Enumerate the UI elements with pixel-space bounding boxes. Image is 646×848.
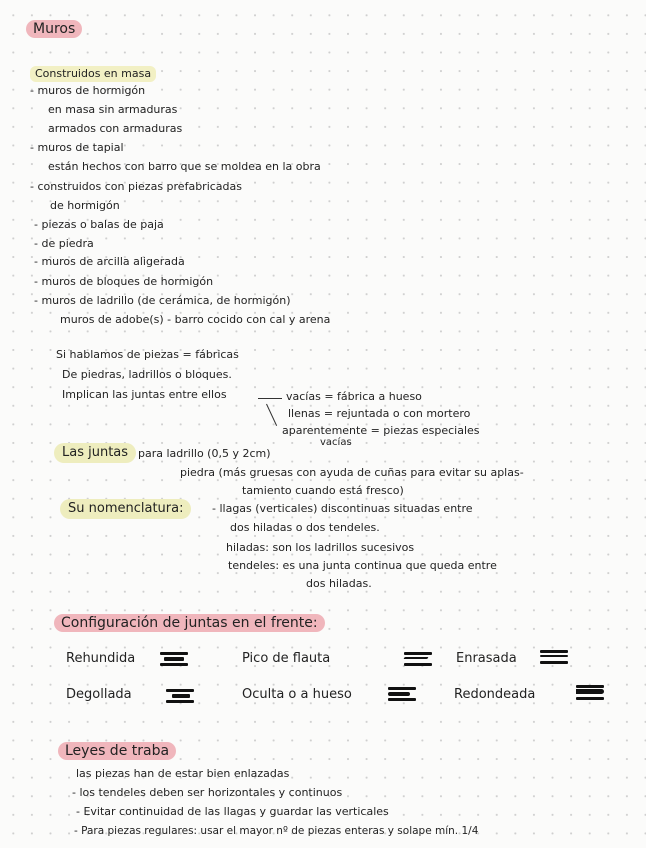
oculta-joint-icon (388, 686, 418, 702)
juntas-ladrillo: para ladrillo (0,5 y 2cm) (138, 447, 271, 460)
list-item: - muros de ladrillo (de cerámica, de hormigón) (34, 294, 291, 307)
section-heading-leyes: Leyes de traba (58, 742, 176, 760)
junta-type-rehundida: Rehundida (66, 651, 136, 666)
branch-llenas: llenas = rejuntada o con mortero (288, 407, 471, 420)
juntas-piedra-cont: tamiento cuando está fresco) (242, 484, 404, 497)
branch-vacias: vacías = fábrica a hueso (286, 390, 422, 403)
piezas-types: De piedras, ladrillos o bloques. (62, 368, 232, 381)
list-item: de hormigón (50, 199, 120, 212)
branch-line (266, 404, 277, 426)
nomenclatura-item: tendeles: es una junta continua que queda entre (228, 559, 497, 572)
nomenclatura-item: - llagas (verticales) discontinuas situadas entre (212, 502, 473, 515)
list-item: en masa sin armaduras (48, 103, 178, 116)
list-item: - piezas o balas de paja (34, 218, 164, 231)
nomenclatura-item: dos hiladas. (306, 577, 372, 590)
junta-type-pico-de-flauta: Pico de flauta (242, 651, 331, 666)
list-item: armados con armaduras (48, 122, 183, 135)
nomenclatura-label: Su nomenclatura: (60, 499, 191, 519)
junta-type-enrasada: Enrasada (456, 651, 517, 666)
pico-de-flauta-joint-icon (404, 651, 434, 667)
list-item: - de piedra (34, 237, 94, 250)
page-title: Muros (26, 20, 82, 38)
juntas-intro: Implican las juntas entre ellos (62, 388, 227, 401)
branch-aparentemente-sub: vacías (320, 437, 352, 448)
juntas-piedra: piedra (más gruesas con ayuda de cuñas para evitar su aplas- (180, 466, 524, 479)
nomenclatura-item: dos hiladas o dos tendeles. (230, 521, 380, 534)
list-item: - muros de hormigón (30, 84, 146, 97)
list-item: muros de adobe(s) - barro cocido con cal y arena (60, 313, 331, 326)
law-item: - Evitar continuidad de las llagas y guardar las verticales (76, 805, 389, 818)
redondeada-joint-icon (576, 684, 606, 700)
law-item: las piezas han de estar bien enlazadas (76, 767, 290, 780)
juntas-label: Las juntas (54, 443, 136, 463)
enrasada-joint-icon (540, 649, 570, 665)
junta-type-oculta: Oculta o a hueso (242, 687, 352, 702)
list-item: - muros de bloques de hormigón (34, 275, 214, 288)
list-item: - muros de arcilla aligerada (34, 255, 185, 268)
nomenclatura-item: hiladas: son los ladrillos sucesivos (226, 541, 415, 554)
list-item: - construidos con piezas prefabricadas (30, 180, 242, 193)
law-item: - los tendeles deben ser horizontales y continuos (72, 786, 343, 799)
branch-line (258, 398, 282, 399)
section-heading-construidos: Construidos en masa (30, 66, 156, 82)
section-heading-configuracion: Configuración de juntas en el frente: (54, 614, 325, 632)
law-item: - Para piezas regulares: usar el mayor nº de piezas enteras y solape mín. 1/4 (74, 825, 479, 837)
branch-aparentemente: aparentemente = piezas especiales (282, 424, 480, 437)
junta-type-degollada: Degollada (66, 687, 132, 702)
list-item: están hechos con barro que se moldea en la obra (48, 160, 321, 173)
piezas-intro: Si hablamos de piezas = fábricas (56, 348, 239, 361)
junta-type-redondeada: Redondeada (454, 687, 536, 702)
degollada-joint-icon (166, 688, 196, 704)
list-item: - muros de tapial (30, 141, 124, 154)
rehundida-joint-icon (160, 651, 190, 667)
